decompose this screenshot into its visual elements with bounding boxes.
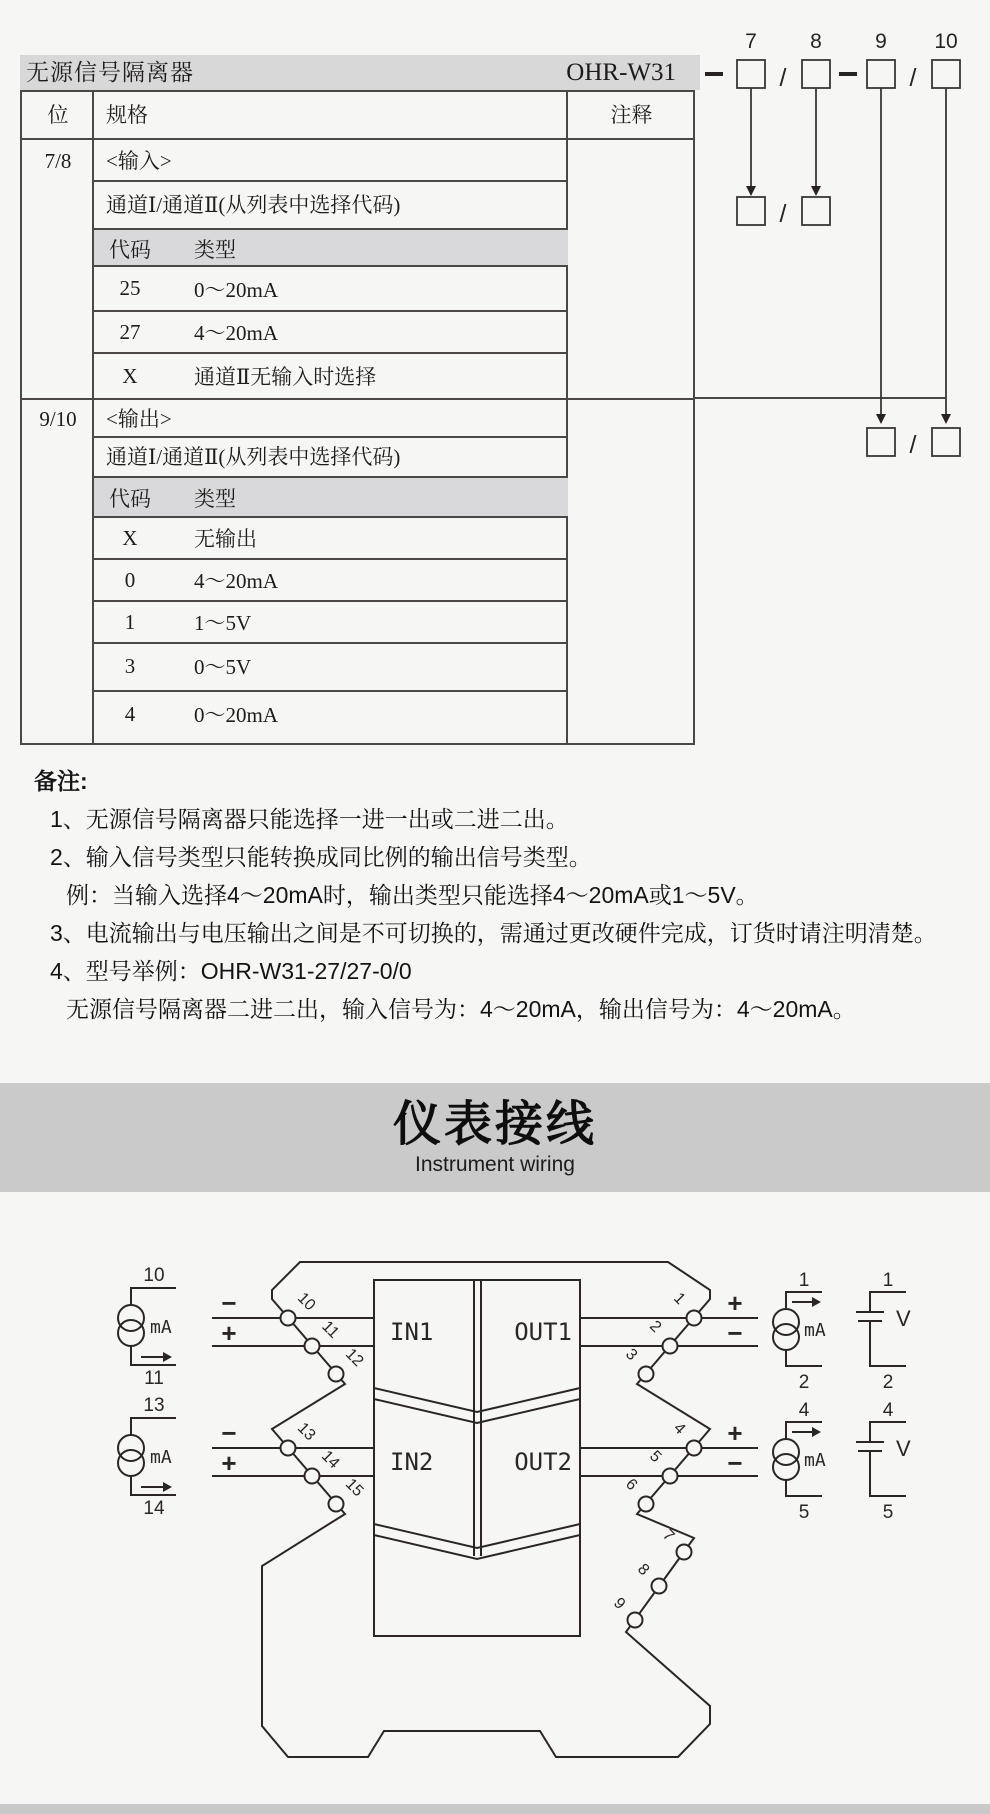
terminal-number: 11: [318, 1317, 343, 1342]
function-box: [374, 1280, 580, 1636]
plus-sign: +: [221, 1448, 237, 1478]
row-code: 4: [124, 701, 136, 726]
terminal-number: 11: [144, 1368, 164, 1389]
type-header: 类型: [194, 487, 236, 511]
out2-label: OUT2: [514, 1448, 572, 1476]
current-direction-arrow: [812, 1297, 821, 1307]
row-code: 25: [119, 276, 141, 300]
terminal-number: 15: [341, 1475, 367, 1501]
code-box-7: [737, 60, 765, 88]
bit-label: 9/10: [39, 407, 77, 431]
in2-label: IN2: [390, 1448, 434, 1476]
minus-sign: −: [727, 1448, 743, 1478]
volt-unit: V: [896, 1306, 911, 1331]
minus-sign: −: [727, 1318, 743, 1348]
output-ma-load-1: [727, 1270, 825, 1393]
terminal-number: 8: [634, 1560, 653, 1579]
code-box-9: [867, 60, 895, 88]
ma-unit: mA: [150, 1317, 172, 1338]
order-code-table: [20, 90, 695, 745]
digit-10: 10: [934, 30, 958, 53]
note-item: 4、型号举例：OHR-W31-27/27-0/0: [50, 958, 412, 984]
row-code: 27: [119, 319, 141, 344]
section-banner: [0, 1083, 990, 1192]
terminal-number: 6: [622, 1475, 641, 1494]
terminal-number: 7: [659, 1526, 678, 1545]
terminal-number: 9: [610, 1594, 629, 1613]
col-header-spec: 规格: [106, 103, 148, 127]
bit-label: 7/8: [44, 149, 72, 173]
row-type: 4～20mA: [194, 569, 278, 593]
in1-label: IN1: [390, 1318, 434, 1346]
input-current-source-2: [118, 1395, 237, 1519]
row-type: 0～20mA: [194, 277, 278, 302]
slash-separator: /: [909, 431, 917, 459]
row-code: 0: [124, 567, 136, 592]
table-row: [94, 354, 568, 398]
slash-separator: /: [779, 64, 787, 92]
terminal-number: 1: [798, 1270, 810, 1291]
digit-7: 7: [745, 30, 757, 53]
output-code-box-ch1: [867, 428, 895, 456]
out1-label: OUT1: [514, 1318, 572, 1346]
minus-sign: −: [221, 1418, 237, 1448]
channel-label: 通道Ⅰ/通道Ⅱ(从列表中选择代码): [106, 445, 401, 469]
row-type: 0～20mA: [194, 703, 278, 727]
row-code: 1: [124, 609, 136, 634]
banner-subtitle: Instrument wiring: [415, 1153, 575, 1176]
terminal-number: 14: [317, 1447, 343, 1473]
row-type: 无输出: [194, 527, 257, 551]
row-type: 通道Ⅱ无输入时选择: [194, 365, 377, 389]
terminal-number: 2: [646, 1317, 665, 1336]
col-header-bit: 位: [47, 103, 69, 127]
model-code-selector: [695, 0, 990, 470]
col-header-note: 注释: [610, 103, 653, 127]
ma-unit: mA: [804, 1450, 826, 1471]
note-item: 1、无源信号隔离器只能选择一进一出或二进二出。: [50, 806, 569, 832]
banner-title: 仪表接线: [392, 1098, 597, 1151]
code-type-header: [94, 478, 568, 518]
plus-sign: +: [221, 1318, 237, 1348]
arrow-9-to-output: [876, 88, 886, 424]
wiring-diagram: [60, 1240, 990, 1800]
output-code-box-ch2: [932, 428, 960, 456]
table-row: [94, 312, 568, 352]
terminal-number: 10: [293, 1289, 319, 1315]
current-direction-arrow: [812, 1427, 821, 1437]
terminal-number: 4: [670, 1419, 689, 1438]
current-direction-arrow: [163, 1352, 172, 1362]
terminal-number: 14: [143, 1498, 165, 1519]
terminal-number: 1: [670, 1289, 689, 1308]
notes-heading: 备注:: [34, 768, 88, 794]
table-row: [94, 642, 568, 690]
table-title-bar: [20, 55, 700, 90]
terminal-number: 1: [882, 1270, 894, 1291]
terminal-number: 4: [882, 1400, 894, 1421]
digit-8: 8: [810, 30, 822, 53]
output-voltage-load-1: [856, 1270, 911, 1393]
terminal-number: 12: [341, 1345, 367, 1371]
terminal-number: 3: [622, 1345, 641, 1364]
ma-unit: mA: [804, 1320, 826, 1341]
table-row: [94, 602, 568, 642]
channel-label: 通道Ⅰ/通道Ⅱ(从列表中选择代码): [106, 193, 401, 217]
row-code: X: [122, 363, 138, 388]
terminal-number: 5: [646, 1447, 665, 1466]
output-ma-load-2: [727, 1400, 825, 1523]
note-item: 2、输入信号类型只能转换成同比例的输出信号类型。: [50, 844, 592, 870]
current-direction-arrow: [163, 1482, 172, 1492]
section-label: <输出>: [106, 407, 172, 431]
terminal-number: 2: [798, 1372, 810, 1393]
code-header: 代码: [109, 237, 151, 262]
digit-9: 9: [875, 30, 887, 53]
row-type: 4～20mA: [194, 321, 278, 345]
table-row: [94, 560, 568, 600]
code-header: 代码: [109, 487, 151, 511]
arrow-8-to-input: [811, 88, 821, 196]
row-type: 0～5V: [194, 655, 252, 679]
table-title: 无源信号隔离器: [26, 60, 194, 85]
note-item: 无源信号隔离器二进二出，输入信号为：4～20mA，输出信号为：4～20mA。: [66, 996, 856, 1022]
table-row: [94, 518, 568, 558]
table-row: [94, 690, 568, 738]
code-box-8: [802, 60, 830, 88]
ma-unit: mA: [150, 1447, 172, 1468]
terminal-number: 10: [143, 1265, 165, 1286]
terminal-number: 5: [798, 1502, 810, 1523]
type-header: 类型: [194, 237, 236, 262]
code-type-header: [94, 230, 568, 267]
note-item: 3、电流输出与电压输出之间是不可切换的，需通过更改硬件完成，订货时请注明清楚。: [50, 920, 937, 946]
bottom-page-edge: [0, 1804, 990, 1814]
plus-sign: +: [727, 1418, 743, 1448]
terminal-number: 5: [882, 1502, 894, 1523]
terminal-number: 2: [882, 1372, 894, 1393]
terminal-number: 4: [798, 1400, 810, 1421]
section-label: <输入>: [106, 149, 172, 173]
code-box-10: [932, 60, 960, 88]
plus-sign: +: [727, 1288, 743, 1318]
note-item: 例：当输入选择4～20mA时，输出类型只能选择4～20mA或1～5V。: [66, 882, 759, 908]
terminal-number: 13: [293, 1419, 319, 1445]
row-code: 3: [124, 653, 136, 678]
row-code: X: [122, 525, 138, 550]
row-type: 1～5V: [194, 611, 252, 635]
terminal-numbers: [294, 1290, 689, 1614]
input-current-source-1: [118, 1265, 237, 1389]
terminal-number: 13: [143, 1395, 165, 1416]
model-code: OHR-W31: [566, 59, 676, 86]
output-voltage-load-2: [856, 1400, 911, 1523]
slash-separator: /: [909, 64, 917, 92]
slash-separator: /: [779, 200, 787, 228]
arrow-10-to-output: [941, 88, 951, 424]
table-row: [94, 267, 568, 310]
arrow-7-to-input: [746, 88, 756, 196]
volt-unit: V: [896, 1436, 911, 1461]
input-code-box-ch1: [737, 197, 765, 225]
minus-sign: −: [221, 1288, 237, 1318]
input-code-box-ch2: [802, 197, 830, 225]
